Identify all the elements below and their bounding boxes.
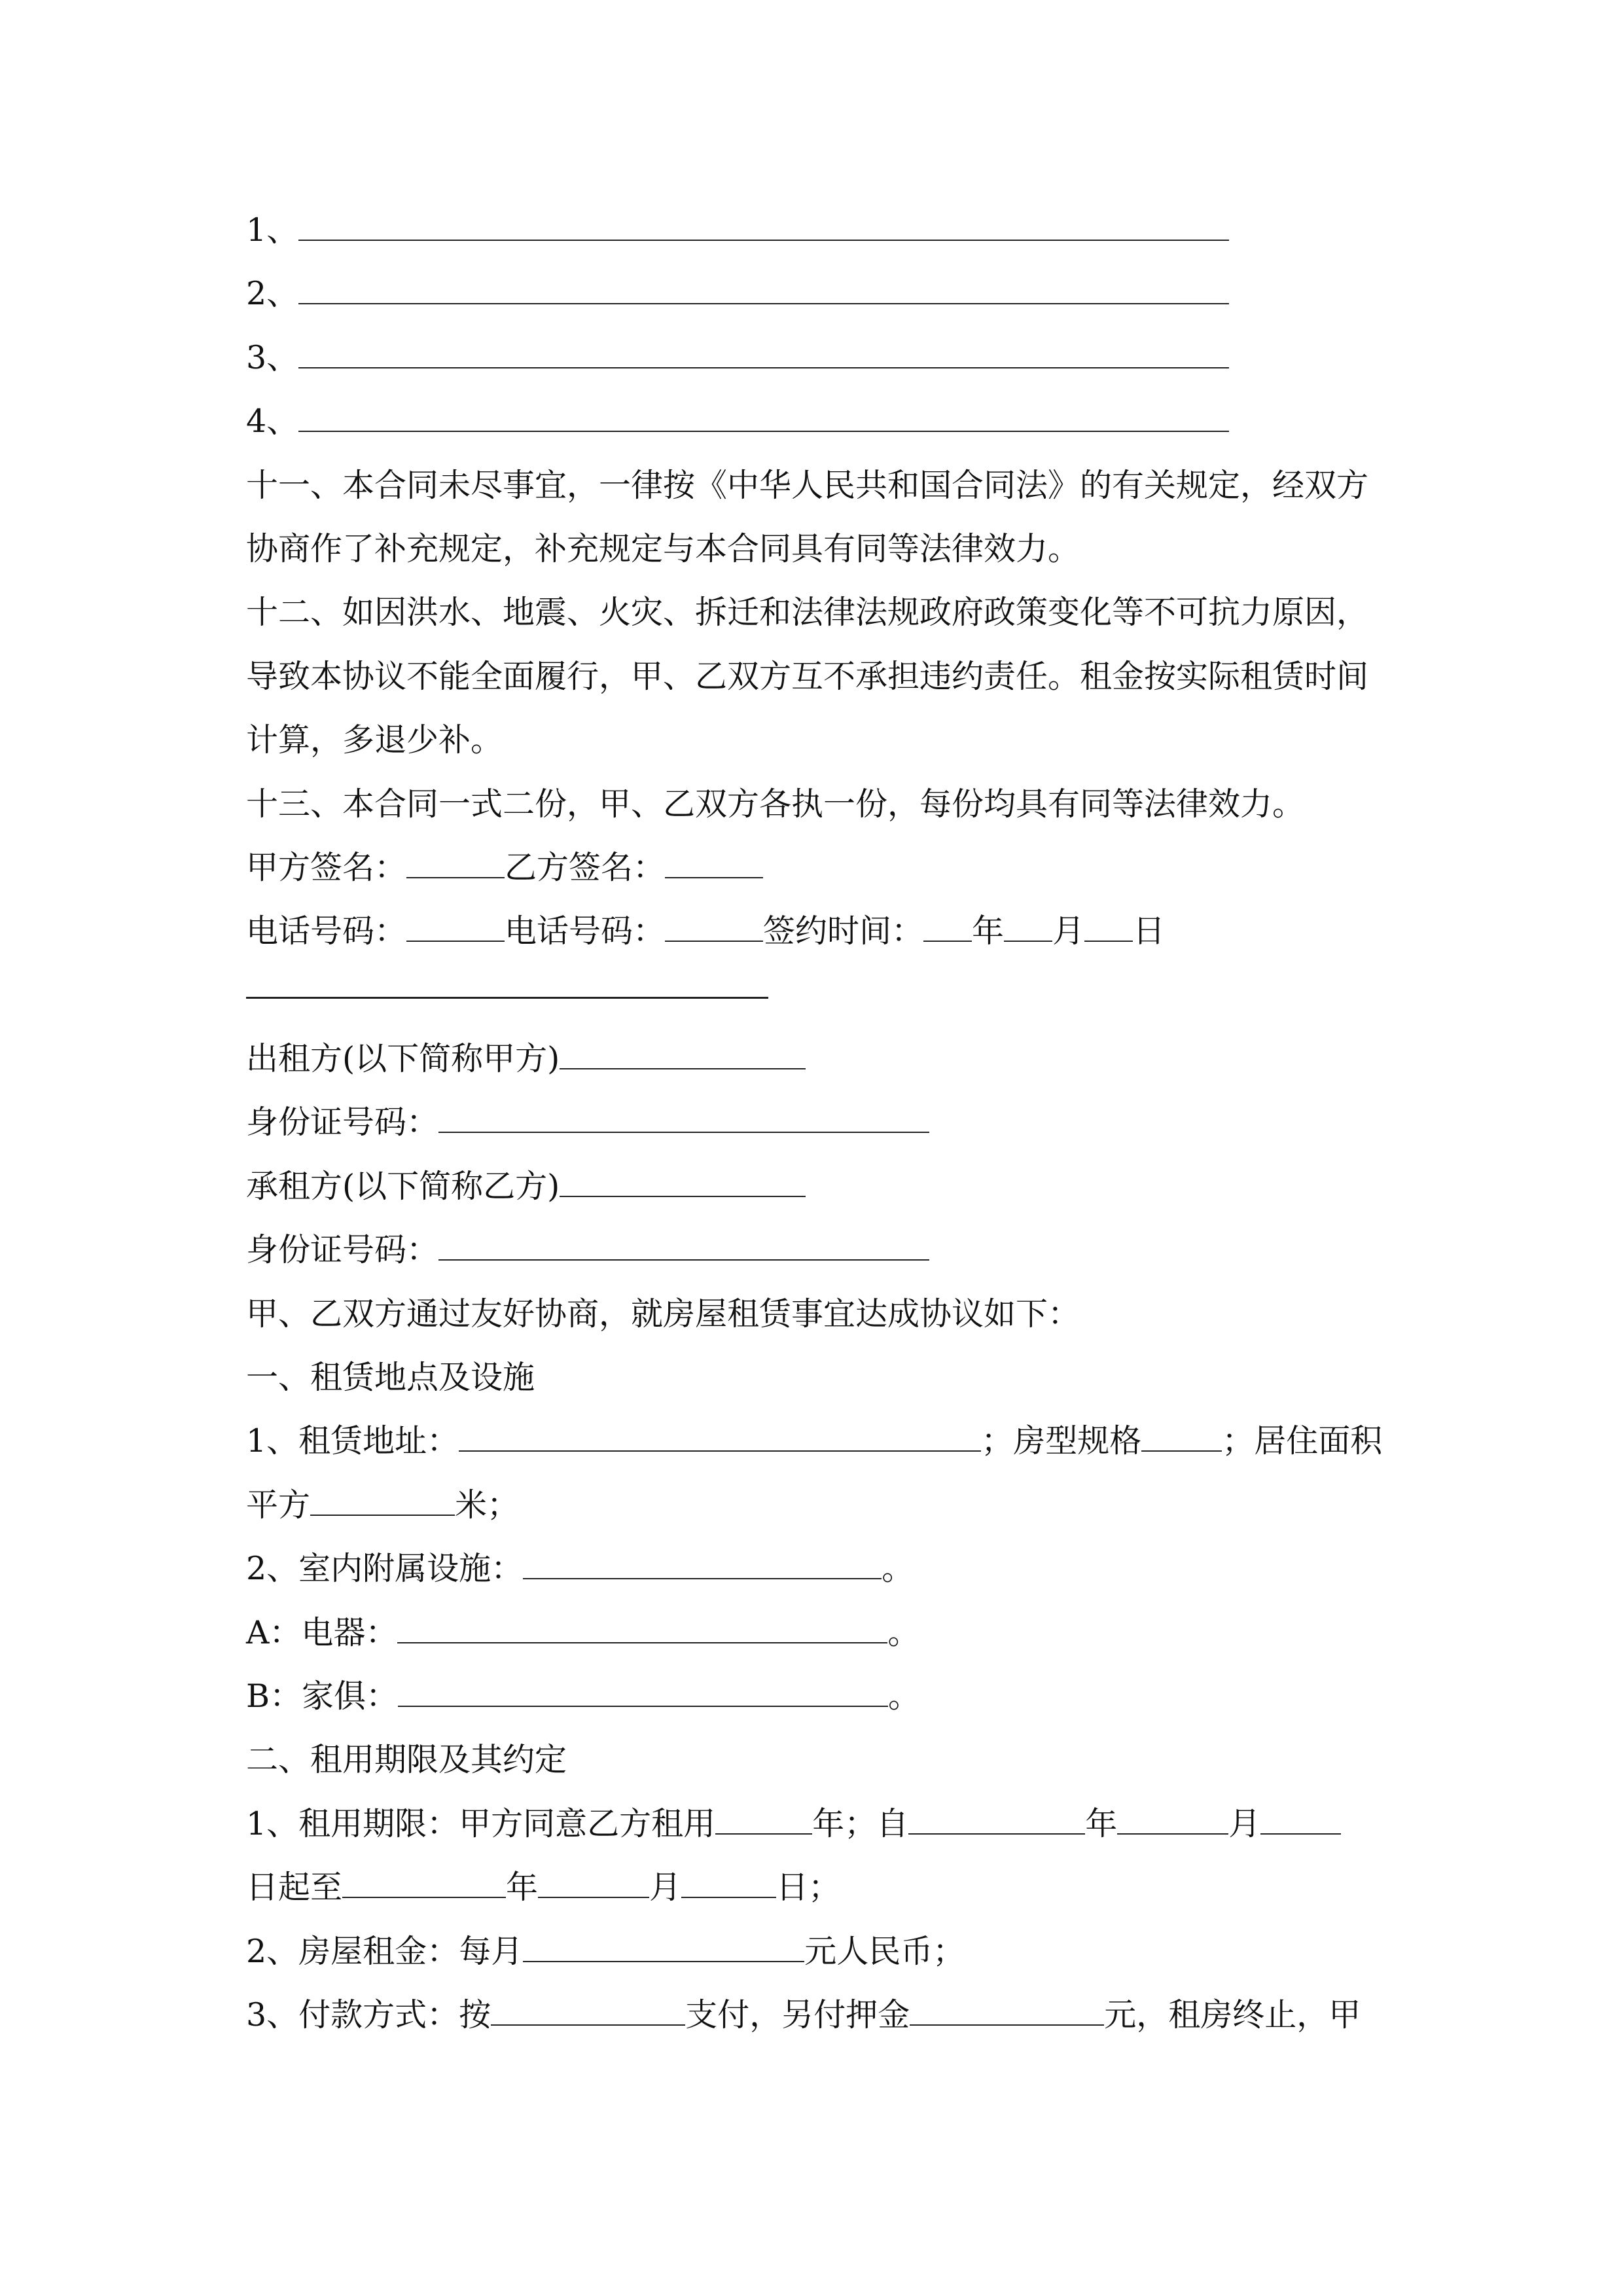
room-type-blank[interactable]	[1141, 1424, 1222, 1452]
clause-12-line: 计算，多退少补。	[246, 721, 503, 759]
lessor-row: 出租方(以下简称甲方)	[246, 1027, 1411, 1090]
party-a-signature-blank[interactable]	[406, 851, 505, 878]
furniture-blank[interactable]	[398, 1679, 888, 1707]
section-1-title: 一、租赁地点及设施	[246, 1359, 535, 1397]
contract-page	[246, 198, 1411, 2047]
furniture-row: B：家俱： 。	[246, 1677, 921, 1715]
end-year-blank[interactable]	[342, 1871, 506, 1898]
signature-row: 甲方签名： 乙方签名：	[246, 836, 1411, 899]
sign-month-blank[interactable]	[1004, 914, 1052, 942]
term-end-row: 日起至 年 月 日；	[246, 1869, 841, 1907]
lessee-id-blank[interactable]	[438, 1233, 929, 1261]
blank-item-2: 2、	[246, 262, 1411, 325]
start-day-blank[interactable]	[1260, 1807, 1341, 1835]
clause-11-line: 十一、本合同未尽事宜，一律按《中华人民共和国合同法》的有关规定，经双方	[246, 466, 1369, 504]
appliances-row: A：电器： 。	[246, 1613, 920, 1651]
sign-year-blank[interactable]	[923, 914, 972, 942]
lessee-blank[interactable]	[560, 1170, 806, 1197]
rent-blank[interactable]	[523, 1935, 804, 1962]
blank-line[interactable]	[298, 341, 1229, 368]
payment-method-blank[interactable]	[491, 1998, 685, 2026]
appliances-blank[interactable]	[397, 1616, 887, 1643]
area-row: 平方 米；	[246, 1486, 520, 1524]
blank-line[interactable]	[298, 277, 1229, 304]
clause-12-line: 导致本协议不能全面履行，甲、乙双方互不承担违约责任。租金按实际租赁时间	[246, 657, 1369, 695]
blank-line[interactable]	[298, 213, 1229, 241]
term-years-blank[interactable]	[715, 1807, 812, 1835]
party-a-phone-blank[interactable]	[406, 914, 505, 942]
term-row: 1、租用期限：甲方同意乙方租用 年；自 年 月	[246, 1792, 1411, 1856]
rent-row: 2、房屋租金：每月 元人民币；	[246, 1932, 965, 1970]
area-blank[interactable]	[310, 1488, 455, 1516]
start-year-blank[interactable]	[908, 1807, 1085, 1835]
divider	[246, 963, 1411, 1027]
clause-12-line: 十二、如因洪水、地震、火灾、拆迁和法律法规政府政策变化等不可抗力原因，	[246, 594, 1369, 632]
payment-row: 3、付款方式：按 支付，另付押金 元，租房终止，甲	[246, 1996, 1361, 2034]
intro: 甲、乙双方通过友好协商，就房屋租赁事宜达成协议如下：	[246, 1295, 1080, 1333]
party-b-phone-blank[interactable]	[665, 914, 763, 942]
deposit-blank[interactable]	[910, 1998, 1104, 2026]
end-month-blank[interactable]	[538, 1871, 649, 1898]
lessor-id-row: 身份证号码：	[246, 1090, 1411, 1154]
address-blank[interactable]	[459, 1424, 981, 1452]
facilities-blank[interactable]	[523, 1552, 882, 1579]
lessor-id-blank[interactable]	[438, 1105, 929, 1133]
phone-date-row: 电话号码： 电话号码： 签约时间： 年 月 日	[246, 912, 1166, 950]
blank-item-4: 4、	[246, 389, 1411, 453]
blank-line[interactable]	[298, 404, 1229, 432]
lessee-id-row: 身份证号码：	[246, 1218, 1411, 1282]
facilities-row: 2、室内附属设施： 。	[246, 1550, 914, 1588]
clause-13: 十三、本合同一式二份，甲、乙双方各执一份，每份均具有同等法律效力。	[246, 785, 1305, 823]
section-2-title: 二、租用期限及其约定	[246, 1741, 567, 1779]
sign-day-blank[interactable]	[1084, 914, 1133, 942]
blank-item-3: 3、	[246, 326, 1411, 389]
lessee-row: 承租方(以下简称乙方)	[246, 1155, 1411, 1218]
end-day-blank[interactable]	[681, 1871, 776, 1898]
dash-divider	[246, 997, 768, 999]
start-month-blank[interactable]	[1117, 1807, 1228, 1835]
clause-11-line: 协商作了补充规定，补充规定与本合同具有同等法律效力。	[246, 529, 1080, 567]
blank-item-1: 1、	[246, 198, 1411, 262]
address-row: 1、租赁地址： ；房型规格 ；居住面积	[246, 1422, 1383, 1460]
party-b-signature-blank[interactable]	[665, 851, 763, 878]
lessor-blank[interactable]	[560, 1042, 806, 1069]
